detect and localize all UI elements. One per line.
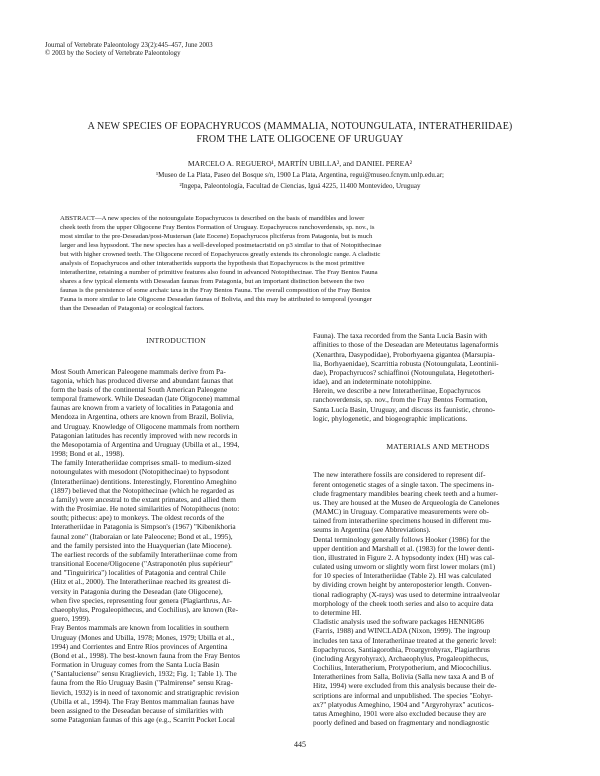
introduction-continued-text: Fauna). The taxa recorded from the Santa Lucía Basin with affinities to those of the Deseadan are Meteutatus lagenaformis (Xenarthra, Dasypodidae), Proborhyaena gigantea (Marsupia- lia, Borhyaenidae), Scarrittia robusta (Notoungulata, Leontinii- dae), Propachyrucos? schiaffinoi (Notoungulata, Hegetotheri- idae), and an indeterminate notohippine. Herein, we describe a new Interatheriinae, Eopachyrucos ranchoverdensis, sp. nov., from the Fray Bentos Formation, Santa Lucía Basin, Uruguay, and discuss its faunistic, chrono- logic, phylogenetic, and biogeographic implications.	[313, 331, 499, 423]
title-line-1: A NEW SPECIES OF EOPACHYRUCOS (MAMMALIA, NOTOUNGULATA, INTERATHERIIDAE)	[87, 121, 513, 132]
section-heading-introduction: INTRODUCTION	[146, 336, 206, 346]
left-column	[51, 322, 301, 733]
affiliation-1: ¹Museo de La Plata, Paseo del Bosque s/n, 1900 La Plata, Argentina, regui@museo.fcnym.unlp.edu.ar;	[156, 171, 444, 179]
author-list: MARCELO A. REGUERO¹, MARTÍN UBILLA², and DANIEL PEREA²	[187, 159, 413, 168]
affiliation-2: ²Ingepa, Paleontología, Facultad de Ciencias, Iguá 4225, 11400 Montevideo, Uruguay	[179, 182, 421, 190]
title-line-2: FROM THE LATE OLIGOCENE OF URUGUAY	[196, 133, 404, 145]
paper-title	[40, 121, 560, 146]
right-column	[313, 322, 563, 736]
journal-line-1: Journal of Vertebrate Paleontology 23(2):445–457, June 2003	[45, 42, 213, 49]
page-number: 445	[294, 740, 306, 749]
abstract: ABSTRACT—A new species of the notoungulate Eopachyrucos is described on the basis of mandibles and lower cheek teeth from the upper Oligocene Fray Bentos Formation of Uruguay. Eopachyrucos ranchoverdensis, sp. nov., is most similar to the pre-Deseadan/post-Mustersan (late Eocene) Eopachyrucos pliciferus from Patagonia, but is much larger and less hypsodont. The new species has a well-developed postmetacristid on p3 similar to that of Notopithecinae but with higher crowned teeth. The Oligocene record of Eopachyrucos greatly extends its chronologic range. A cladistic analysis of Eopachyrucos and other interatheriids supports the hypothesis that Eopachyrucos is the most primitive interatheriine, retaining a number of primitive features also found in advanced Notopithecinae. The Fray Bentos Fauna shares a few typical elements with Deseadan faunas from Patagonia, but an important distinction between the two faunas is the persistence of some archaic taxa in the Fray Bentos Fauna. The overall composition of the Fray Bentos Fauna is more similar to late Oligocene Deseadan faunas of Bolivia, and this may be attributed to temporal (younger than the Deseadan of Patagonia) or ecological factors.	[60, 215, 382, 313]
materials-methods-text: The new interathere fossils are considered to represent dif- ferent ontogenetic stages of a single taxon. The specimens in- clude fragmentary mandibles bearing cheek teeth and a humer- us. They are housed at the Museo de Arqueología de Canelones (MAMC) in Uruguay. Comparative measurements were ob- tained from interatheriine specimens housed in different mu- seums in Argentina (see Abbreviations). Dental terminology generally follows Hooker (1986) for the upper dentition and Marshall et al. (1983) for the lower denti- tion, illustrated in Figure 2. A hypsodonty index (HI) was cal- culated using unworn or slightly worn first lower molars (m1) for 10 species of Interatheriidae (Table 2). HI was calculated by dividing crown height by anteroposterior length. Conven- tional radiography (X-rays) was used to determine intraalveolar morphology of the cheek tooth series and also to acquire data to determine HI. Cladistic analysis used the software packages HENNIG86 (Farris, 1988) and WINCLADA (Nixon, 1999). The ingroup includes ten taxa of Interatheriinae treated at the generic level: Eopachyrucos, Santiagorothia, Proargyrohyrax, Plagiarthrus (including Argyrohyrax), Archaeophylus, Progaleopithecus, Cochilius, Interatherium, Protypotherium, and Miocochilius. Interatheriines from Salla, Bolivia (Salla new taxa A and B of Hitz, 1994) were excluded from this analysis because their de- scriptions are informal and unpublished. The species "Eohyr- ax?" platyodus Ameghino, 1904 and "Argyrohyrax" acuticos- tatus Ameghino, 1901 were also excluded because they are poorly defined and based on fragmentary and nondiagnostic	[313, 470, 500, 728]
affiliations	[40, 170, 560, 192]
journal-line-2: © 2003 by the Society of Vertebrate Paleontology	[45, 50, 181, 58]
section-heading-materials-methods: MATERIALS AND METHODS	[386, 442, 490, 452]
journal-citation	[45, 42, 213, 59]
introduction-text: Most South American Paleogene mammals derive from Pa- tagonia, which has produced diverse and abundant faunas that form the basis of the continental South American Paleogene temporal framework. While Deseadan (late Oligocene) mammal faunas are known from a variety of localities in Patagonia and Mendoza in Argentina, others are known from Brazil, Bolivia, and Uruguay. Knowledge of Oligocene mammals from northern Patagonian latitudes has recently improved with new records in the Mesopotamia of Argentina and Uruguay (Ubilla et al., 1994, 1998; Bond et al., 1998). The family Interatheriidae comprises small- to medium-sized notoungulates with mesodont (Notopithecinae) to hypsodont (Interatheriinae) dentitions. Interestingly, Florentino Ameghino (1897) believed that the Notopithecinae (which he regarded as a family) were ancestral to the extant primates, and allied them with the Prosimiae. He noted similarities of Notopithecus (noto: south; pithecus: ape) to monkeys. The oldest records of the Interatheriidae in Patagonia is Simpson's (1967) "Kibenikhoria faunal zone" (Itaboraian or late Paleocene; Bond et al., 1995), and the family persisted into the Huayquerian (late Miocene). The earliest records of the subfamily Interatheriinae come from transitional Eocene/Oligocene ("Astraponotén plus supérieur" and "Tinguiririca") localities of Patagonia and central Chile (Hitz et al., 2000). The Interatheriinae reached its greatest di- versity in Patagonia during the Deseadan (late Oligocene), when five species, representing four genera (Plagiarthrus, Ar- chaeophylus, Progaleopithecus, and Cochilius), are known (Re- guero, 1999). Fray Bentos mammals are known from localities in southern Uruguay (Mones and Ubilla, 1978; Mones, 1979; Ubilla et al., 1994) and Corrientes and Entre Ríos provinces of Argentina (Bond et al., 1998). The best-known fauna from the Fray Bentos Formation in Uruguay comes from the Santa Lucía Basin ("Santaluciense" sensu Kraglievich, 1932; Fig. 1; Table 1). The fauna from the Río Uruguay Basin ("Palmirense" sensu Krag- lievich, 1932) is in need of taxonomic and stratigraphic revision (Ubilla et al., 1994). The Fray Bentos mammalian faunas have been assigned to the Deseadan because of similarities with some Patagonian faunas of this age (e.g., Scarritt Pocket Local	[51, 366, 240, 725]
